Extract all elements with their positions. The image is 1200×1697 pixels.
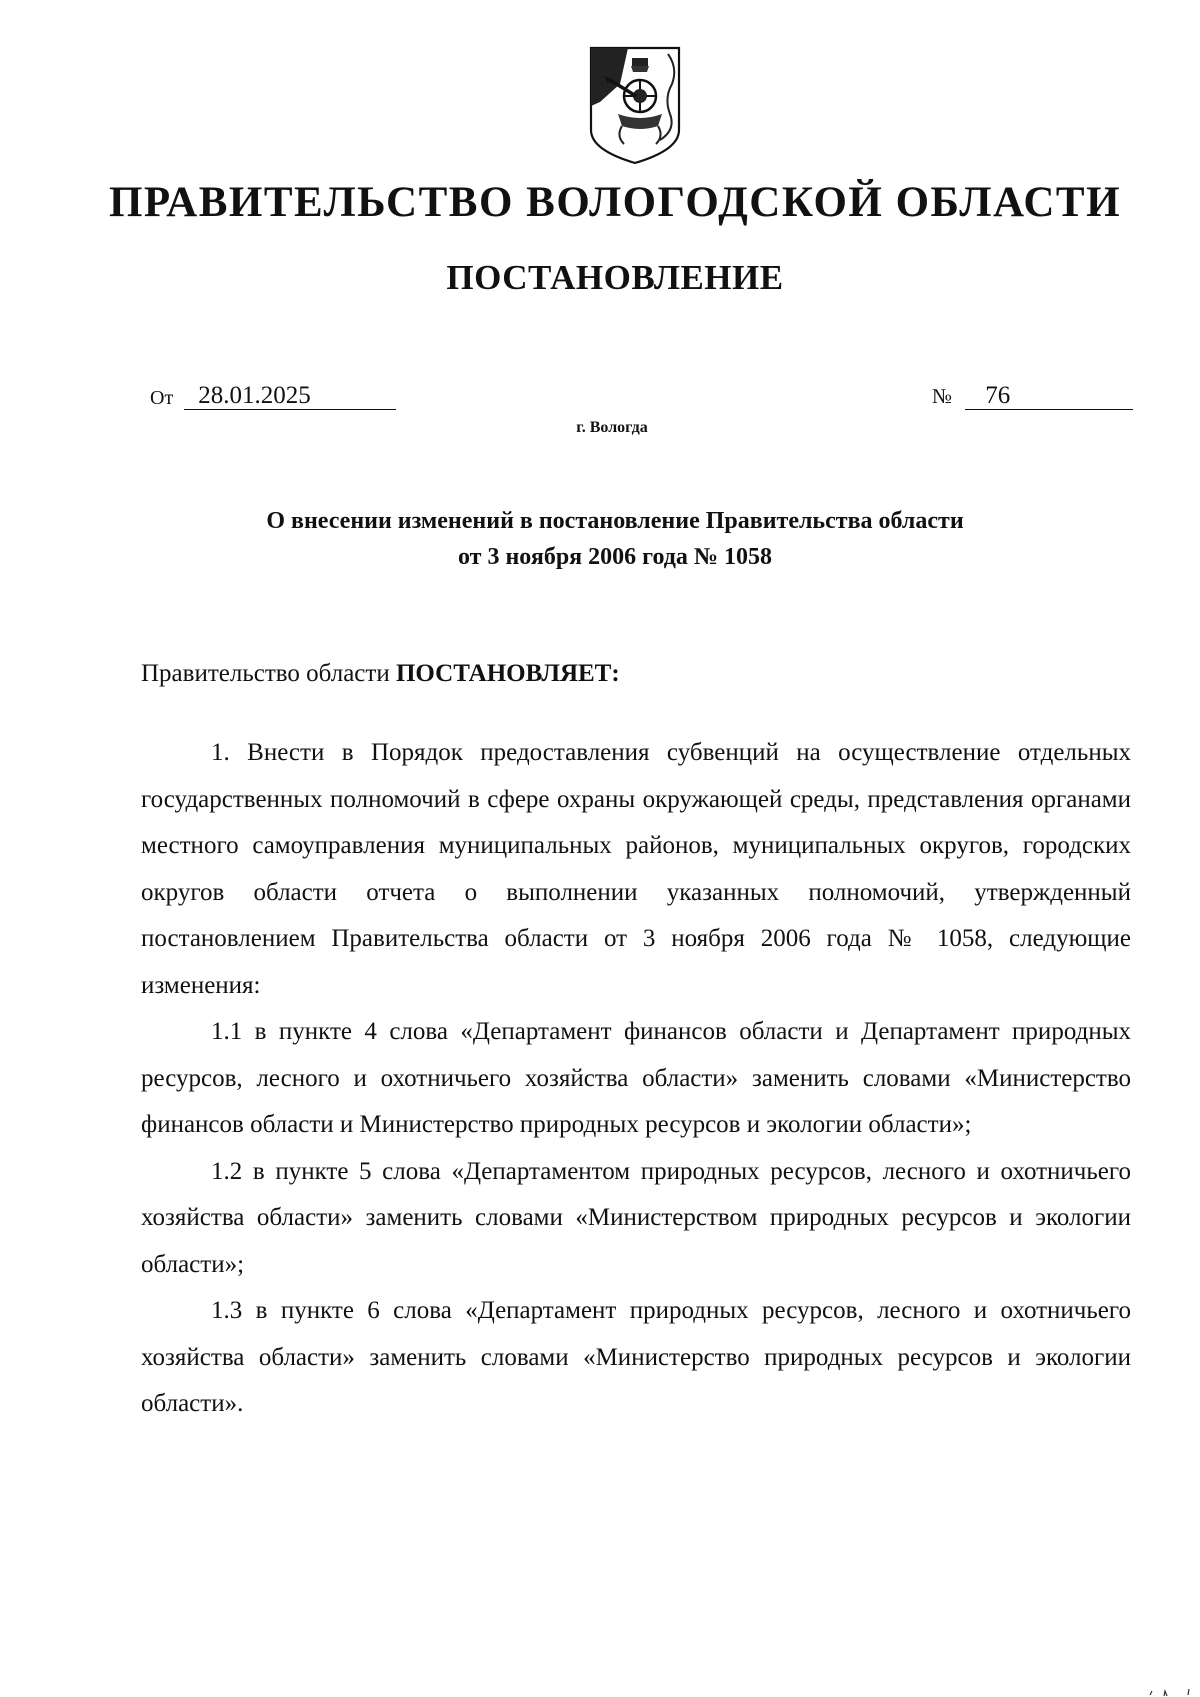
document-date-block xyxy=(150,383,396,410)
document-date: 28.01.2025 xyxy=(184,383,396,410)
preamble-text: Правительство области xyxy=(141,660,390,687)
document-body xyxy=(141,730,1131,1428)
subject-line-2: от 3 ноября 2006 года № 1058 xyxy=(457,544,773,570)
document-number: 76 xyxy=(965,383,1133,410)
subject-line-1: О внесении изменений в постановление Правительства области xyxy=(266,508,964,534)
paragraph-1-2: 1.2 в пункте 5 слова «Департаментом природных ресурсов, лесного и охотничьего хозяйства области» заменить словами «Министерством природных ресурсов и экологии области»; xyxy=(141,1157,1131,1278)
government-title: ПРАВИТЕЛЬСТВО ВОЛОГОДСКОЙ ОБЛАСТИ xyxy=(108,179,1122,226)
paragraph-1: 1. Внести в Порядок предоставления субвенций на осуществление отдельных государственных полномочий в сфере охраны окружающей среды, представления органами местного самоуправления муниципальных районов, муниципальных округов, городских округов области отчета о выполнении указанных полномочий, утвержденный постановлением Правительства области от 3 ноября 2006 года № 1058, следующие изменения: xyxy=(141,739,1131,999)
document-number-block xyxy=(932,383,1133,410)
vologda-coat-of-arms-icon xyxy=(588,44,682,166)
preamble xyxy=(141,660,620,688)
number-prefix: № xyxy=(932,384,953,408)
paragraph-1-1: 1.1 в пункте 4 слова «Департамент финансов области и Департамент природных ресурсов, лесного и охотничьего хозяйства области» заменить словами «Министерство финансов области и Министерство природных ресурсов и экологии области»; xyxy=(141,1018,1131,1138)
date-prefix: От xyxy=(150,387,174,409)
document-type-heading: ПОСТАНОВЛЕНИЕ xyxy=(446,258,784,297)
scan-artifact-mark xyxy=(1140,1687,1200,1697)
document-city: г. Вологда xyxy=(576,419,648,436)
paragraph-1-3: 1.3 в пункте 6 слова «Департамент природных ресурсов, лесного и охотничьего хозяйства области» заменить словами «Министерство природных ресурсов и экологии области». xyxy=(141,1297,1131,1417)
preamble-emphasis: ПОСТАНОВЛЯЕТ: xyxy=(395,660,620,687)
document-subject xyxy=(0,503,1200,575)
